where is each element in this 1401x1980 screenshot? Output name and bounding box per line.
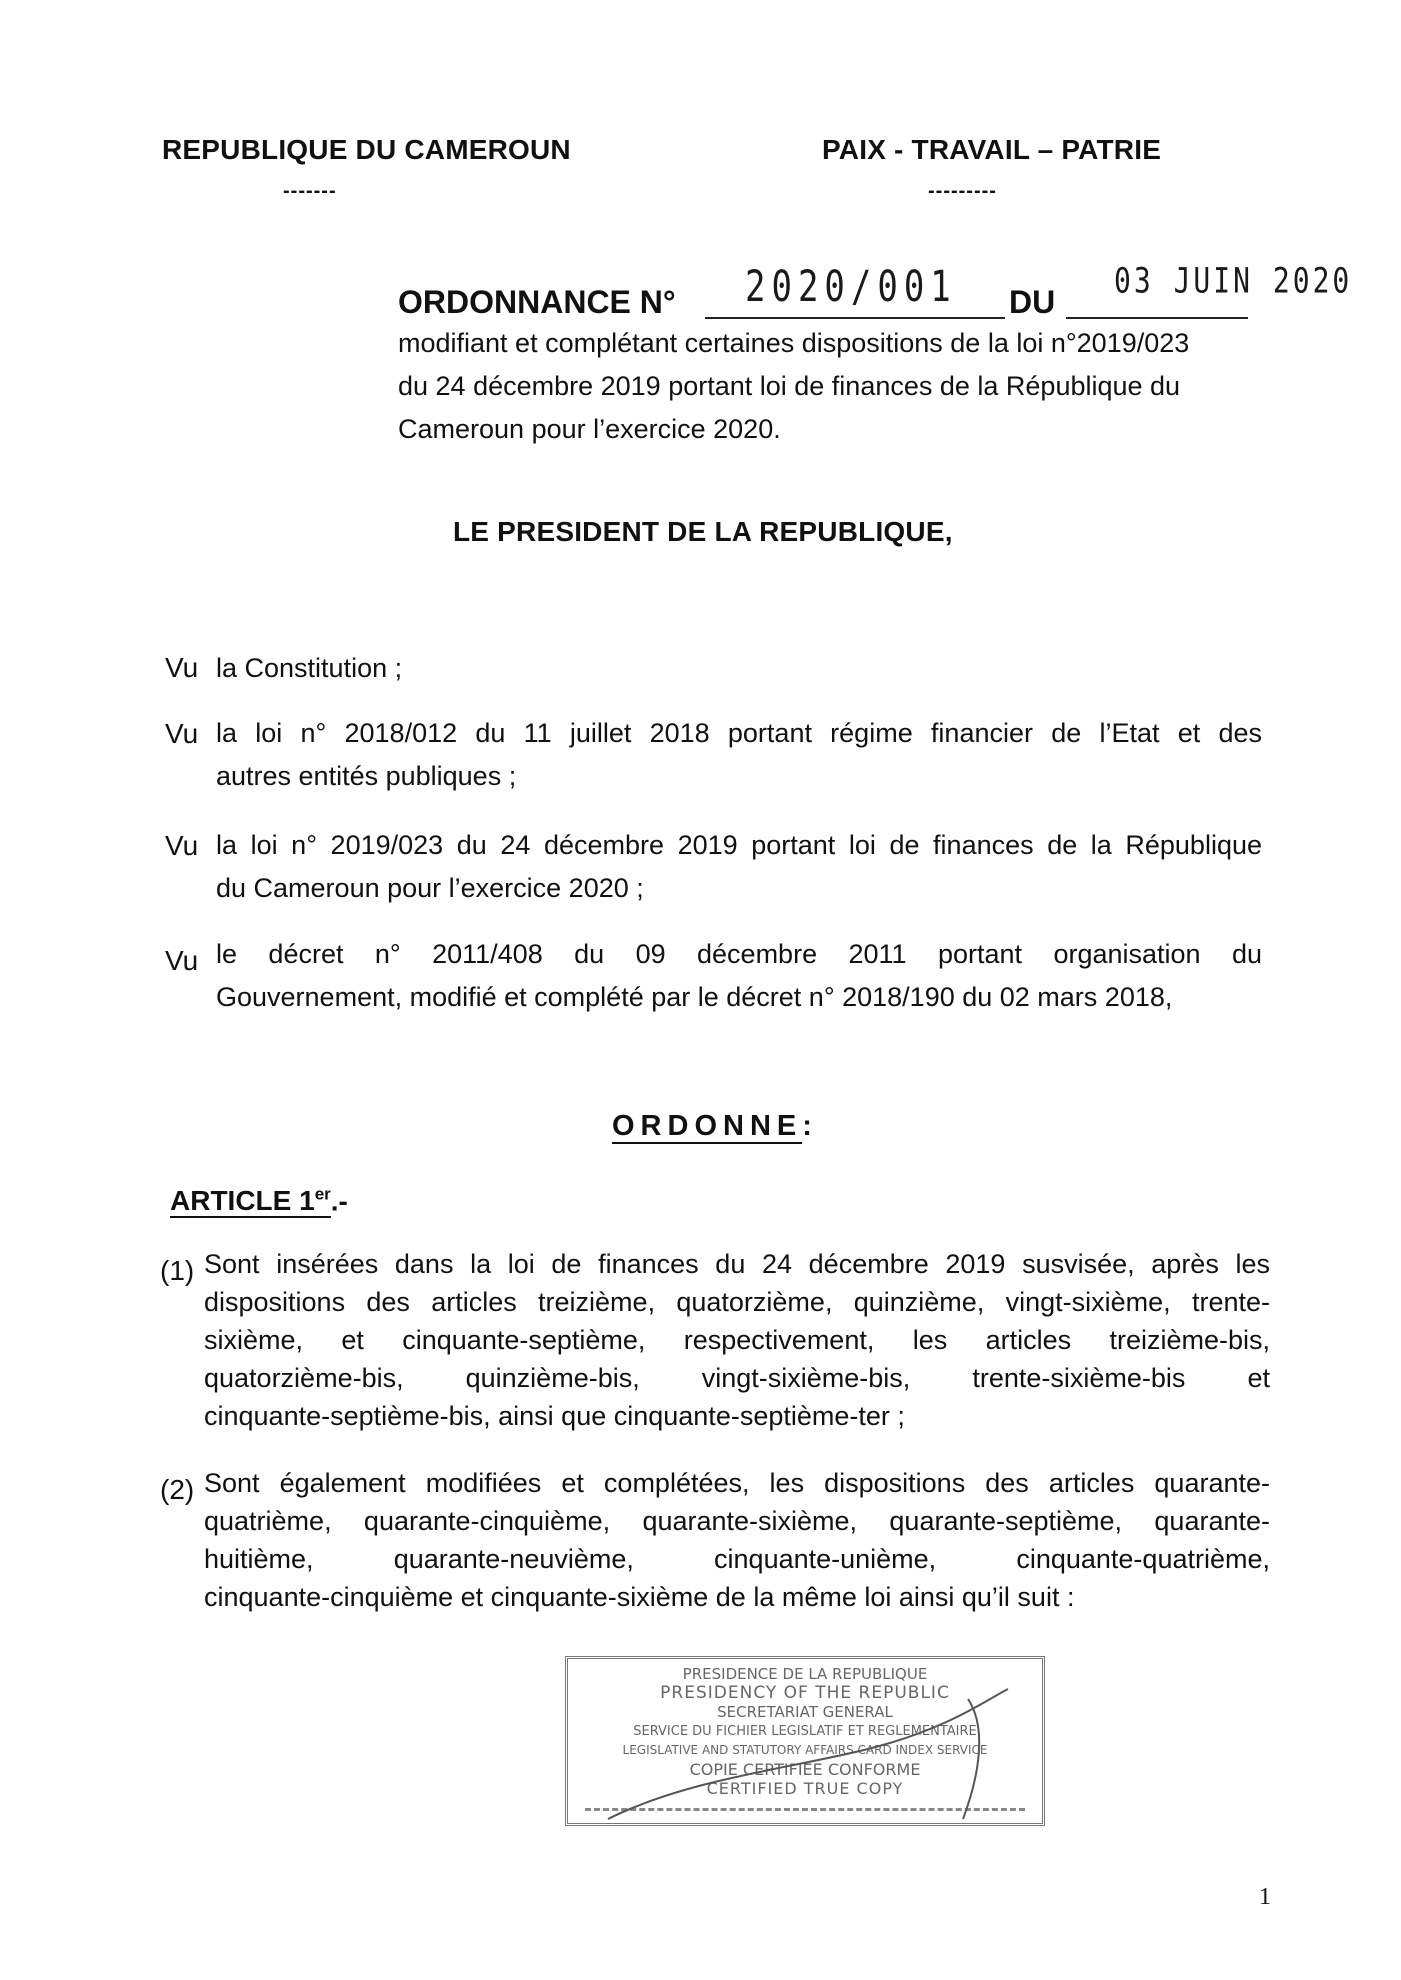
vu-label: Vu [165, 830, 199, 861]
article-suffix: .- [330, 1185, 348, 1217]
paragraph-line: quatorzième-bis, quinzième-bis, vingt-sixième-bis, trente-sixième-bis et [204, 1363, 1270, 1393]
vu-label: Vu [165, 945, 199, 976]
vu-line: le décret n° 2011/408 du 09 décembre 2011 portant organisation du [216, 939, 1262, 969]
paragraph-line: cinquante-septième-bis, ainsi que cinquante-septième-ter ; [204, 1401, 905, 1431]
ordonne-colon: : [802, 1110, 818, 1142]
paragraph-line: cinquante-cinquième et cinquante-sixième de la même loi ainsi qu’il suit : [204, 1582, 1075, 1612]
paragraph-line: huitième, quarante-neuvième, cinquante-unième, cinquante-quatrième, [204, 1544, 1270, 1574]
president-heading: LE PRESIDENT DE LA REPUBLIQUE, [453, 516, 953, 547]
article-heading [170, 1185, 348, 1217]
ordonnance-number: 2020/001 [745, 262, 957, 312]
stamp-line: SERVICE DU FICHIER LEGISLATIF ET REGLEMENTAIRE [633, 1724, 977, 1739]
paragraph-line: Sont également modifiées et complétées, les dispositions des articles quarante- [204, 1468, 1270, 1498]
vu-item-1 [216, 647, 1262, 690]
ordonnance-label: ORDONNANCE N° [398, 284, 676, 320]
paragraph-1 [204, 1245, 1270, 1435]
stamp-line: SECRETARIAT GENERAL [717, 1703, 893, 1721]
article-prefix: ARTICLE 1 [170, 1185, 315, 1217]
vu-label: Vu [165, 652, 199, 683]
stamp-signature-icon [568, 1659, 1048, 1829]
ordonnance-number-line [705, 262, 1005, 319]
paragraph-line: Sont insérées dans la loi de finances du 24 décembre 2019 susvisée, après les [204, 1249, 1270, 1279]
header-right-dash: --------- [928, 180, 997, 202]
paragraph-line: quatrième, quarante-cinquième, quarante-sixième, quarante-septième, quarante- [204, 1506, 1270, 1536]
header-left-dash: ------- [283, 180, 337, 202]
vu-item-2 [216, 712, 1262, 798]
ordonnance-date: 03 JUIN 2020 [1114, 259, 1353, 301]
subtitle-line: modifiant et complétant certaines dispositions de la loi n°2019/023 [398, 328, 1190, 358]
stamp-line: LEGISLATIVE AND STATUTORY AFFAIRS CARD INDEX SERVICE [622, 1743, 988, 1757]
vu-item-4 [216, 933, 1262, 1019]
ordonne-word: ORDONNE [612, 1110, 803, 1142]
page-number: 1 [1259, 1884, 1271, 1910]
vu-line: la Constitution ; [216, 653, 403, 683]
header-right: PAIX - TRAVAIL – PATRIE [822, 134, 1162, 165]
ordonnance-du-label: DU [1009, 284, 1056, 320]
subtitle-line: Cameroun pour l’exercice 2020. [398, 414, 781, 444]
header-left: REPUBLIQUE DU CAMEROUN [162, 134, 571, 165]
vu-line: la loi n° 2018/012 du 11 juillet 2018 portant régime financier de l’Etat et des [216, 718, 1262, 748]
ordonnance-subtitle [398, 322, 1228, 451]
vu-item-3 [216, 824, 1262, 910]
article-sup: er [314, 1185, 331, 1204]
stamp-line: PRESIDENCE DE LA REPUBLIQUE [682, 1665, 928, 1683]
vu-line: Gouvernement, modifié et complété par le décret n° 2018/190 du 02 mars 2018, [216, 982, 1173, 1012]
paragraph-number: (1) [160, 1255, 195, 1286]
paragraph-number: (2) [160, 1474, 195, 1505]
ordonne-heading [612, 1110, 818, 1143]
vu-line: autres entités publiques ; [216, 761, 517, 791]
subtitle-line: du 24 décembre 2019 portant loi de finances de la République du [398, 371, 1181, 401]
paragraph-line: dispositions des articles treizième, quatorzième, quinzième, vingt-sixième, trente- [204, 1287, 1270, 1317]
paragraph-line: sixième, et cinquante-septième, respectivement, les articles treizième-bis, [204, 1325, 1270, 1355]
certification-stamp [565, 1656, 1045, 1826]
stamp-line: CERTIFIED TRUE COPY [706, 1779, 904, 1798]
vu-line: du Cameroun pour l’exercice 2020 ; [216, 873, 644, 903]
ordonnance-date-line [1066, 259, 1353, 319]
stamp-line: PRESIDENCY OF THE REPUBLIC [660, 1683, 950, 1703]
vu-label: Vu [165, 718, 199, 749]
stamp-line: COPIE CERTIFIEE CONFORME [689, 1760, 921, 1779]
vu-line: la loi n° 2019/023 du 24 décembre 2019 portant loi de finances de la République [216, 830, 1262, 860]
paragraph-2 [204, 1464, 1270, 1616]
